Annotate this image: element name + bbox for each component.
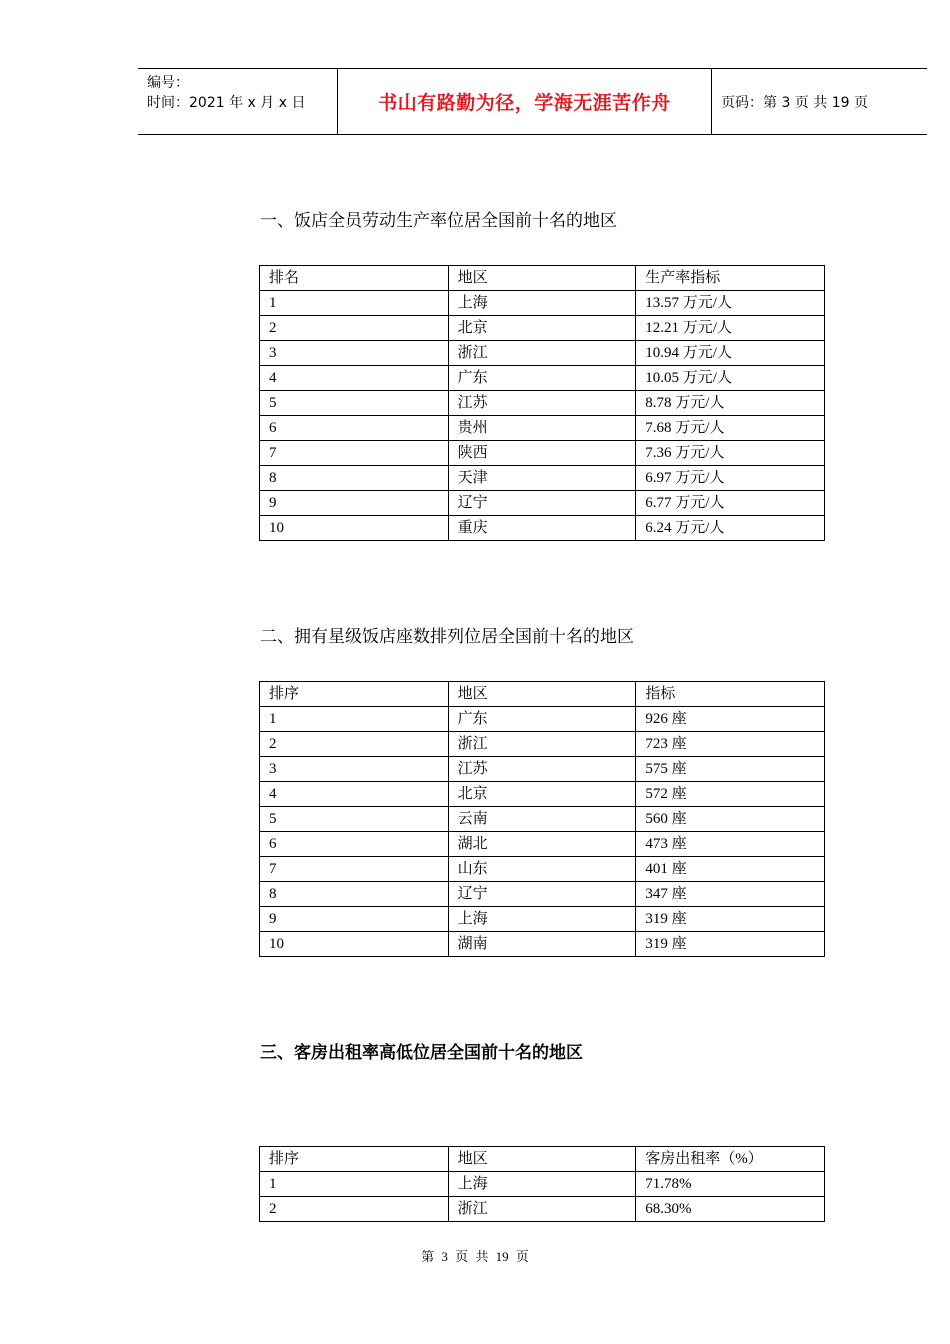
table-row: [260, 366, 825, 391]
cell-value: 12.21 万元/人: [636, 316, 825, 341]
cell-rank: 8: [260, 466, 449, 491]
cell-rank: 3: [260, 341, 449, 366]
cell-rank: 1: [260, 707, 449, 732]
table-row: [260, 466, 825, 491]
table-header-row: [260, 266, 825, 291]
table-row: [260, 807, 825, 832]
column-header-region: 地区: [448, 682, 636, 707]
cell-region: 天津: [448, 466, 636, 491]
page-footer: 第 3 页 共 19 页: [421, 1249, 529, 1264]
table-row: [260, 1197, 825, 1222]
cell-rank: 10: [260, 516, 449, 541]
table-hotel-count: [259, 681, 825, 957]
column-header-rank: 排名: [260, 266, 449, 291]
section-title-hotel-count: 二、拥有星级饭店座数排列位居全国前十名的地区: [260, 627, 634, 647]
cell-value: 575 座: [636, 757, 825, 782]
cell-value: 319 座: [636, 907, 825, 932]
table-row: [260, 391, 825, 416]
cell-region: 重庆: [448, 516, 636, 541]
table-row: [260, 341, 825, 366]
table-row: [260, 1172, 825, 1197]
cell-value: 10.94 万元/人: [636, 341, 825, 366]
cell-rank: 1: [260, 291, 449, 316]
table-row: [260, 441, 825, 466]
column-header-region: 地区: [448, 1147, 636, 1172]
cell-value: 401 座: [636, 857, 825, 882]
cell-region: 陕西: [448, 441, 636, 466]
cell-rank: 2: [260, 316, 449, 341]
cell-value: 71.78%: [636, 1172, 825, 1197]
cell-value: 6.24 万元/人: [636, 516, 825, 541]
cell-region: 上海: [448, 291, 636, 316]
cell-value: 560 座: [636, 807, 825, 832]
table-row: [260, 857, 825, 882]
cell-value: 7.68 万元/人: [636, 416, 825, 441]
cell-rank: 4: [260, 782, 449, 807]
cell-rank: 9: [260, 907, 449, 932]
table-row: [260, 707, 825, 732]
cell-region: 贵州: [448, 416, 636, 441]
column-header-value: 客房出租率（%）: [636, 1147, 825, 1172]
page-header: [138, 68, 927, 135]
cell-region: 江苏: [448, 757, 636, 782]
cell-value: 347 座: [636, 882, 825, 907]
cell-rank: 5: [260, 391, 449, 416]
cell-rank: 7: [260, 857, 449, 882]
cell-region: 浙江: [448, 1197, 636, 1222]
table-row: [260, 316, 825, 341]
cell-rank: 6: [260, 416, 449, 441]
header-meta: [138, 69, 338, 134]
cell-value: 68.30%: [636, 1197, 825, 1222]
cell-region: 广东: [448, 707, 636, 732]
cell-region: 北京: [448, 782, 636, 807]
cell-region: 辽宁: [448, 882, 636, 907]
table-occupancy: [259, 1146, 825, 1222]
cell-rank: 9: [260, 491, 449, 516]
cell-region: 山东: [448, 857, 636, 882]
cell-region: 湖北: [448, 832, 636, 857]
cell-region: 浙江: [448, 341, 636, 366]
cell-rank: 5: [260, 807, 449, 832]
cell-value: 473 座: [636, 832, 825, 857]
cell-region: 浙江: [448, 732, 636, 757]
cell-rank: 7: [260, 441, 449, 466]
cell-value: 6.77 万元/人: [636, 491, 825, 516]
cell-rank: 10: [260, 932, 449, 957]
column-header-region: 地区: [448, 266, 636, 291]
column-header-value: 生产率指标: [636, 266, 825, 291]
table-row: [260, 416, 825, 441]
cell-rank: 2: [260, 1197, 449, 1222]
header-motto: 书山有路勤为径，学海无涯苦作舟: [338, 69, 712, 134]
cell-value: 10.05 万元/人: [636, 366, 825, 391]
document-date: 时间：2021 年 x 月 x 日: [147, 95, 306, 111]
cell-rank: 1: [260, 1172, 449, 1197]
cell-value: 7.36 万元/人: [636, 441, 825, 466]
cell-rank: 4: [260, 366, 449, 391]
table-row: [260, 516, 825, 541]
table-productivity: [259, 265, 825, 541]
section-title-productivity: 一、饭店全员劳动生产率位居全国前十名的地区: [260, 211, 617, 231]
document-number-label: 编号：: [147, 75, 189, 91]
table-row: [260, 932, 825, 957]
cell-value: 319 座: [636, 932, 825, 957]
cell-value: 926 座: [636, 707, 825, 732]
section-title-occupancy: 三、客房出租率高低位居全国前十名的地区: [260, 1043, 583, 1063]
column-header-rank: 排序: [260, 682, 449, 707]
cell-region: 云南: [448, 807, 636, 832]
header-page-info: 页码：第 3 页 共 19 页: [721, 94, 868, 111]
cell-rank: 3: [260, 757, 449, 782]
table-row: [260, 732, 825, 757]
table-row: [260, 832, 825, 857]
cell-region: 湖南: [448, 932, 636, 957]
table-row: [260, 882, 825, 907]
table-row: [260, 907, 825, 932]
cell-value: 6.97 万元/人: [636, 466, 825, 491]
cell-rank: 8: [260, 882, 449, 907]
column-header-rank: 排序: [260, 1147, 449, 1172]
cell-value: 723 座: [636, 732, 825, 757]
cell-rank: 2: [260, 732, 449, 757]
cell-rank: 6: [260, 832, 449, 857]
table-header-row: [260, 1147, 825, 1172]
table-row: [260, 782, 825, 807]
table-row: [260, 291, 825, 316]
table-row: [260, 757, 825, 782]
cell-region: 广东: [448, 366, 636, 391]
cell-region: 北京: [448, 316, 636, 341]
table-row: [260, 491, 825, 516]
cell-value: 572 座: [636, 782, 825, 807]
cell-region: 上海: [448, 907, 636, 932]
cell-value: 13.57 万元/人: [636, 291, 825, 316]
cell-region: 上海: [448, 1172, 636, 1197]
cell-value: 8.78 万元/人: [636, 391, 825, 416]
table-header-row: [260, 682, 825, 707]
cell-region: 江苏: [448, 391, 636, 416]
column-header-value: 指标: [636, 682, 825, 707]
cell-region: 辽宁: [448, 491, 636, 516]
